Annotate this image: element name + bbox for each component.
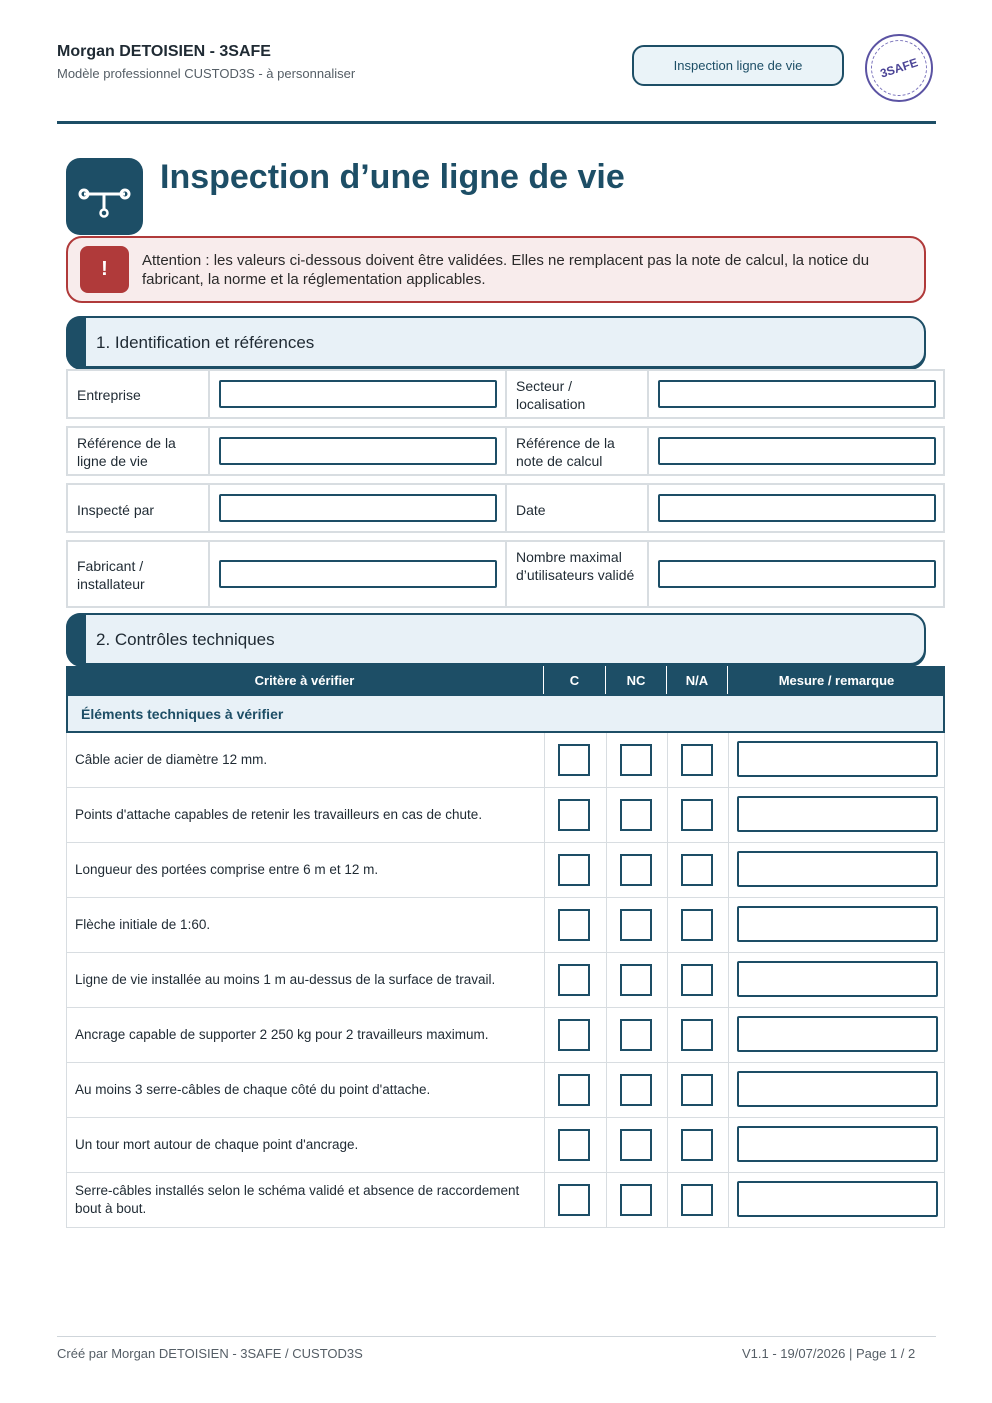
- criterion-text: Ligne de vie installée au moins 1 m au-dessus de la surface de travail.: [75, 972, 496, 987]
- secteur-field[interactable]: [658, 380, 936, 408]
- criterion-text: Flèche initiale de 1:60.: [75, 917, 211, 932]
- remark-field[interactable]: [737, 1181, 938, 1217]
- table-row: [66, 843, 945, 898]
- remark-field[interactable]: [737, 1071, 938, 1107]
- criterion-text: Points d'attache capables de retenir les travailleurs en cas de chute.: [75, 807, 483, 822]
- field-label-ref-note: Référence de la note de calcul: [516, 435, 615, 469]
- remark-field[interactable]: [737, 796, 938, 832]
- table-row: [66, 1063, 945, 1118]
- na-checkbox[interactable]: [681, 1184, 713, 1216]
- checklist-group-header: [66, 694, 945, 733]
- table-row: [66, 1008, 945, 1063]
- col-header-remark: Mesure / remarque: [778, 672, 895, 688]
- section-tab-marker: [66, 316, 86, 368]
- c-checkbox[interactable]: [558, 799, 590, 831]
- section-identification-header: [66, 316, 926, 368]
- remark-field[interactable]: [737, 741, 938, 777]
- nb-utilisateurs-field[interactable]: [658, 560, 936, 588]
- nc-checkbox[interactable]: [620, 744, 652, 776]
- section-tab-marker: [66, 613, 86, 665]
- table-row: [66, 898, 945, 953]
- criterion-text: Câble acier de diamètre 12 mm.: [75, 752, 268, 767]
- footer-divider: [57, 1336, 936, 1337]
- c-checkbox[interactable]: [558, 1184, 590, 1216]
- section-title: 1. Identification et références: [96, 333, 315, 352]
- col-header-na: N/A: [667, 666, 728, 694]
- date-field[interactable]: [658, 494, 936, 522]
- nc-checkbox[interactable]: [620, 1129, 652, 1161]
- table-row: [66, 1118, 945, 1173]
- col-header-criterion: Critère à vérifier: [66, 666, 544, 694]
- table-row: [66, 733, 945, 788]
- na-checkbox[interactable]: [681, 854, 713, 886]
- criterion-text: Au moins 3 serre-câbles de chaque côté du point d'attache.: [75, 1082, 431, 1097]
- nc-checkbox[interactable]: [620, 1019, 652, 1051]
- checklist-table-header: [66, 666, 945, 694]
- id-row: [66, 369, 945, 419]
- remark-field[interactable]: [737, 851, 938, 887]
- company-stamp-logo: [865, 34, 933, 102]
- stamp-text: 3SAFE: [864, 33, 935, 104]
- criterion-text: Longueur des portées comprise entre 6 m et 12 m.: [75, 862, 379, 877]
- na-checkbox[interactable]: [681, 744, 713, 776]
- author-name: Morgan DETOISIEN - 3SAFE: [57, 43, 271, 60]
- na-checkbox[interactable]: [681, 964, 713, 996]
- id-row: [66, 540, 945, 608]
- section-controles-header: [66, 613, 926, 665]
- warning-text: Attention : les valeurs ci-dessous doivent être validées. Elles ne remplacent pas la note de calcul, la notice du fabricant, la norme et la réglementation applicables.: [142, 252, 870, 288]
- lifeline-icon: [66, 158, 143, 235]
- ref-note-field[interactable]: [658, 437, 936, 465]
- field-label-ref-ligne: Référence de la ligne de vie: [77, 435, 176, 469]
- fabricant-field[interactable]: [219, 560, 497, 588]
- field-label-date: Date: [516, 502, 546, 518]
- header-divider: [57, 121, 936, 124]
- id-row: [66, 483, 945, 533]
- nc-checkbox[interactable]: [620, 909, 652, 941]
- criterion-text: Serre-câbles installés selon le schéma validé et absence de raccordement bout à bout.: [75, 1183, 520, 1216]
- field-label-nb-utilisateurs: Nombre maximal d’utilisateurs validé: [516, 549, 635, 583]
- col-header-nc: NC: [606, 666, 667, 694]
- warning-icon: !: [80, 246, 129, 293]
- table-row: [66, 1173, 945, 1228]
- footer-version-page: V1.1 - 19/07/2026 | Page 1 / 2: [742, 1346, 916, 1361]
- group-label: Éléments techniques à vérifier: [81, 706, 284, 722]
- field-label-secteur: Secteur / localisation: [516, 378, 586, 412]
- remark-field[interactable]: [737, 1016, 938, 1052]
- page-title: Inspection d’une ligne de vie: [160, 158, 625, 196]
- entreprise-field[interactable]: [219, 380, 497, 408]
- field-label-fabricant: Fabricant / installateur: [77, 558, 145, 592]
- nc-checkbox[interactable]: [620, 1074, 652, 1106]
- template-subtitle: Modèle professionnel CUSTOD3S - à personnaliser: [57, 66, 356, 81]
- c-checkbox[interactable]: [558, 909, 590, 941]
- criterion-text: Ancrage capable de supporter 2 250 kg pour 2 travailleurs maximum.: [75, 1027, 489, 1042]
- table-row: [66, 788, 945, 843]
- inspecte-par-field[interactable]: [219, 494, 497, 522]
- id-row: [66, 426, 945, 476]
- document-tag: Inspection ligne de vie: [632, 45, 844, 86]
- c-checkbox[interactable]: [558, 964, 590, 996]
- na-checkbox[interactable]: [681, 909, 713, 941]
- nc-checkbox[interactable]: [620, 854, 652, 886]
- remark-field[interactable]: [737, 906, 938, 942]
- field-label-entreprise: Entreprise: [77, 387, 141, 403]
- criterion-text: Un tour mort autour de chaque point d'ancrage.: [75, 1137, 359, 1152]
- remark-field[interactable]: [737, 1126, 938, 1162]
- c-checkbox[interactable]: [558, 1074, 590, 1106]
- remark-field[interactable]: [737, 961, 938, 997]
- ref-ligne-field[interactable]: [219, 437, 497, 465]
- c-checkbox[interactable]: [558, 744, 590, 776]
- c-checkbox[interactable]: [558, 854, 590, 886]
- c-checkbox[interactable]: [558, 1019, 590, 1051]
- nc-checkbox[interactable]: [620, 799, 652, 831]
- na-checkbox[interactable]: [681, 799, 713, 831]
- nc-checkbox[interactable]: [620, 964, 652, 996]
- na-checkbox[interactable]: [681, 1019, 713, 1051]
- table-row: [66, 953, 945, 1008]
- na-checkbox[interactable]: [681, 1074, 713, 1106]
- footer-credit: Créé par Morgan DETOISIEN - 3SAFE / CUSTOD3S: [57, 1346, 363, 1361]
- col-header-c: C: [544, 666, 606, 694]
- c-checkbox[interactable]: [558, 1129, 590, 1161]
- nc-checkbox[interactable]: [620, 1184, 652, 1216]
- na-checkbox[interactable]: [681, 1129, 713, 1161]
- section-title: 2. Contrôles techniques: [96, 630, 275, 649]
- field-label-inspecte-par: Inspecté par: [77, 502, 155, 518]
